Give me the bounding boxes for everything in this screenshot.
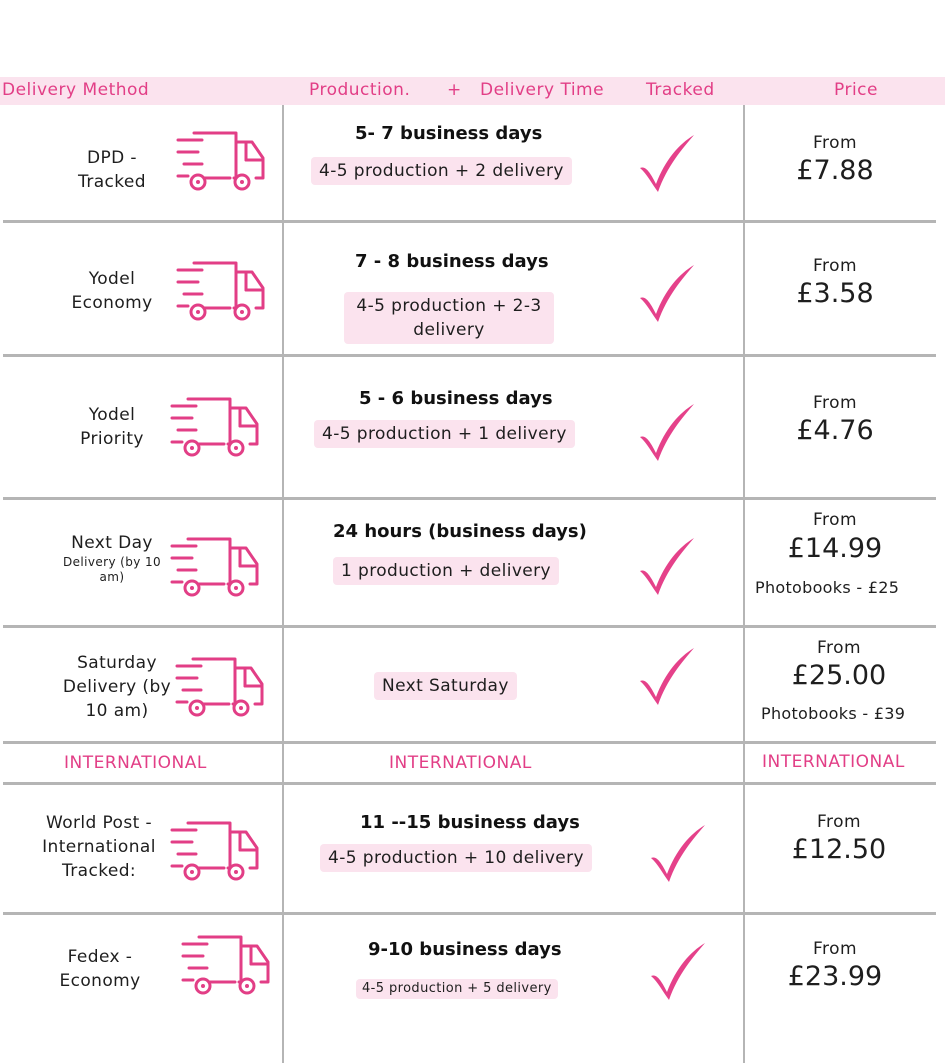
delivery-truck-icon bbox=[176, 258, 266, 322]
divider-row-4 bbox=[3, 625, 936, 628]
method-world-post bbox=[34, 811, 164, 883]
price-value: £25.00 bbox=[791, 660, 887, 691]
delivery-truck-icon bbox=[176, 128, 266, 192]
divider-vertical-right bbox=[743, 105, 745, 1063]
header-delivery-method: Delivery Method bbox=[2, 80, 150, 100]
divider-row-7 bbox=[3, 912, 936, 915]
checkmark-icon bbox=[637, 645, 697, 709]
business-days: 5 - 6 business days bbox=[359, 388, 553, 409]
business-days: 5- 7 business days bbox=[355, 123, 543, 144]
method-fedex-economy bbox=[40, 945, 160, 993]
method-sub-line: am) bbox=[99, 570, 125, 584]
checkmark-icon bbox=[637, 535, 697, 599]
method-line: DPD - bbox=[87, 148, 137, 168]
price-from-label: From bbox=[812, 939, 858, 959]
header-tracked: Tracked bbox=[646, 80, 715, 100]
method-sub-line: Delivery (by 10 bbox=[62, 555, 162, 569]
delivery-truck-icon bbox=[170, 534, 260, 598]
checkmark-icon bbox=[637, 132, 697, 196]
checkmark-icon bbox=[648, 822, 708, 886]
method-line: Saturday bbox=[77, 653, 157, 673]
price-value: £7.88 bbox=[796, 155, 874, 186]
price-value: £14.99 bbox=[787, 533, 883, 564]
production-detail: 4-5 production + 1 delivery bbox=[314, 420, 575, 448]
divider-row-2 bbox=[3, 354, 936, 357]
header-production: Production. bbox=[309, 80, 411, 100]
international-label-method: INTERNATIONAL bbox=[64, 753, 207, 773]
price-from-label: From bbox=[816, 638, 862, 658]
detail-line: delivery bbox=[413, 320, 485, 340]
international-label-delivery: INTERNATIONAL bbox=[389, 753, 532, 773]
method-line: Fedex - bbox=[67, 947, 133, 967]
method-next-day bbox=[52, 531, 172, 585]
business-days: 11 --15 business days bbox=[360, 812, 580, 833]
checkmark-icon bbox=[648, 940, 708, 1004]
method-line: Yodel bbox=[88, 269, 136, 289]
delivery-truck-icon bbox=[175, 654, 265, 718]
method-line: Delivery (by bbox=[62, 677, 172, 697]
price-from-label: From bbox=[812, 256, 858, 276]
header-plus: + bbox=[447, 80, 462, 100]
price-value: £23.99 bbox=[787, 961, 883, 992]
production-detail: 4-5 production + 2 delivery bbox=[311, 157, 572, 185]
header-price: Price bbox=[834, 80, 878, 100]
divider-row-1 bbox=[3, 220, 936, 223]
method-line: Tracked: bbox=[61, 861, 137, 881]
business-days: 24 hours (business days) bbox=[333, 521, 587, 542]
price-value: £12.50 bbox=[791, 834, 887, 865]
price-from-label: From bbox=[812, 393, 858, 413]
price-from-label: From bbox=[816, 812, 862, 832]
production-detail: 1 production + delivery bbox=[333, 557, 559, 585]
method-saturday bbox=[57, 651, 177, 723]
checkmark-icon bbox=[637, 401, 697, 465]
divider-row-3 bbox=[3, 497, 936, 500]
photobooks-price-note: Photobooks - £25 bbox=[755, 578, 900, 597]
price-from-label: From bbox=[812, 510, 858, 530]
delivery-truck-icon bbox=[181, 932, 271, 996]
checkmark-icon bbox=[637, 262, 697, 326]
header-delivery-time: Delivery Time bbox=[480, 80, 605, 100]
method-yodel-priority bbox=[52, 403, 172, 451]
production-detail bbox=[344, 292, 554, 344]
method-line: International bbox=[42, 837, 156, 857]
price-value: £3.58 bbox=[796, 278, 874, 309]
production-detail: 4-5 production + 5 delivery bbox=[356, 979, 558, 999]
method-dpd-tracked bbox=[52, 146, 172, 194]
method-line: World Post - bbox=[45, 813, 153, 833]
method-line: Economy bbox=[59, 971, 141, 991]
method-line: Yodel bbox=[88, 405, 136, 425]
divider-row-5 bbox=[3, 741, 936, 744]
business-days: 7 - 8 business days bbox=[355, 251, 549, 272]
business-days: 9-10 business days bbox=[368, 939, 562, 960]
detail-line: 4-5 production + 2-3 bbox=[356, 296, 542, 316]
price-value: £4.76 bbox=[796, 415, 874, 446]
method-line: Next Day bbox=[71, 533, 153, 553]
production-detail: 4-5 production + 10 delivery bbox=[320, 844, 592, 872]
method-line: Priority bbox=[80, 429, 144, 449]
delivery-truck-icon bbox=[170, 394, 260, 458]
photobooks-price-note: Photobooks - £39 bbox=[761, 704, 906, 723]
divider-row-6 bbox=[3, 782, 936, 785]
delivery-truck-icon bbox=[170, 818, 260, 882]
method-line: Tracked bbox=[78, 172, 146, 192]
international-label-price: INTERNATIONAL bbox=[762, 752, 905, 772]
price-from-label: From bbox=[812, 133, 858, 153]
method-line: Economy bbox=[71, 293, 153, 313]
method-line: 10 am) bbox=[85, 701, 149, 721]
divider-vertical-left bbox=[282, 105, 284, 1063]
production-detail: Next Saturday bbox=[374, 672, 517, 700]
method-yodel-economy bbox=[52, 267, 172, 315]
